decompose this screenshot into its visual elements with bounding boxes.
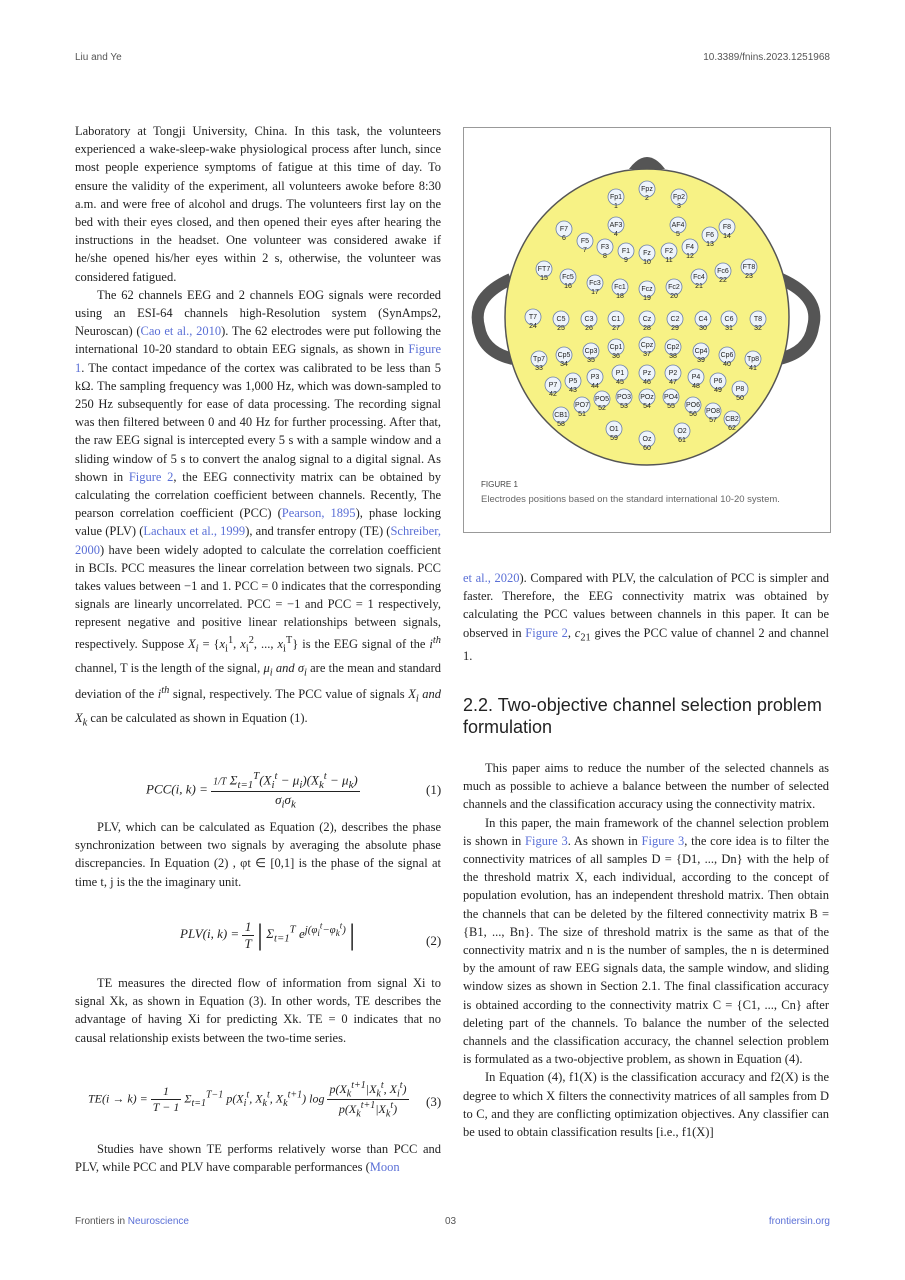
paragraph: The 62 channels EEG and 2 channels EOG signals were recorded using an ESI-64 channels high-Resolution system (SynAmps2, Neuroscan) (Cao et al., 2010). The 62 electrodes were put following the international 10-20 standard to obtain EEG signals, as shown in Figure 1. The contact impedance of the cortex was calibrated to be less than 5 kΩ. The sampling frequency was 1,000 Hz, which was down-sampled to 250 Hz subsequently for ease of data processing. The recording signal was then filtered between 0 and 40 Hz for further processing. After that, the raw EEG signal is intercepted every 5 s with a sample window and a sliding window of 5 s to convert the analog signal to a digital signal. As shown in Figure 2, the EEG connectivity matrix can be obtained by calculating the correlation coefficient between channels. Recently, The pearson correlation coefficient (PCC) (Pearson, 1895), phase locking value (PLV) (Lachaux et al., 1999), and transfer entropy (TE) (Schreiber, 2000) have been widely adopted to calculate the correlation coefficient in BCIs. PCC measures the linear correlation between two signals. PCC takes values between −1 and 1. PCC = 0 indicates that the corresponding signals are linearly uncorrelated. PCC = −1 and PCC = 1 respectively, represent negative and positive linear relationships between signals, respectively. Suppose $X_i = \{x_i^1$, $x_i^2$, ..., $x_i^T$} is the EEG signal of the $i^{th}$ channel, T is the length of the signal, $\mu_i$ and $\sigma_i$ are the mean and standard deviation of the $i^{th}$ signal, respectively. The PCC value of signals $X_i$ and $X_k$ can be calculated as shown in Equation (1). (75, 287, 442, 729)
electrode-number: 61 (678, 437, 686, 444)
electrode-number: 10 (643, 259, 651, 266)
electrode-label: Cp4 (694, 348, 708, 355)
citation-link[interactable]: Lachaux et al., 1999 (143, 524, 246, 539)
electrode-number: 3 (677, 203, 681, 210)
electrode-label: F7 (559, 226, 569, 233)
paragraph: Studies have shown TE performs relatively worse than PCC and PLV, while PCC and PLV have comparable performances (Moon (75, 1142, 441, 1175)
left-column-2 (75, 818, 441, 891)
electrode-number: 16 (564, 283, 572, 290)
electrode-number: 46 (643, 379, 651, 386)
electrode-label: PO8 (705, 408, 721, 415)
electrode-label: Pz (642, 370, 652, 377)
electrode-number: 19 (643, 295, 651, 302)
figure-link[interactable]: Figure 2 (525, 625, 568, 640)
citation-link[interactable]: Cao et al., 2010 (140, 324, 222, 339)
electrode-label: Fc5 (562, 274, 574, 281)
electrode-number: 29 (671, 325, 679, 332)
footer-site-link[interactable]: frontiersin.org (768, 1216, 830, 1227)
figure-caption (481, 478, 811, 506)
nose (629, 157, 665, 169)
electrode-number: 48 (692, 383, 700, 390)
figure-link[interactable]: Figure 1 (75, 342, 441, 375)
electrode-label: Cp3 (584, 348, 598, 355)
footer-journal: Frontiers in Neuroscience (75, 1216, 189, 1227)
paragraph: et al., 2020). Compared with PLV, the calculation of PCC is simpler and faster. Therefore, the EEG connectivity matrix was obtained by calculating the PCC values between channels in this paper. It can be observed in Figure 2, $c_{21}$ gives the PCC value of channel 2 and channel 1. (463, 571, 829, 664)
electrode-label: T7 (528, 314, 538, 321)
electrode-number: 13 (706, 241, 714, 248)
electrode-number: 57 (709, 417, 717, 424)
electrode-number: 60 (643, 445, 651, 452)
electrode-number: 39 (697, 357, 705, 364)
electrode-label: CB2 (725, 416, 739, 423)
electrode-label: C5 (556, 316, 566, 323)
electrode-label: Oz (642, 436, 652, 443)
electrode-number: 59 (610, 435, 618, 442)
citation-link[interactable]: Moon (369, 1160, 400, 1175)
electrode-label: P8 (735, 386, 745, 393)
electrode-number: 40 (723, 361, 731, 368)
electrode-number: 14 (723, 233, 731, 240)
electrode-number: 28 (643, 325, 651, 332)
electrode-number: 32 (754, 325, 762, 332)
left-column (75, 122, 441, 733)
electrode-label: Cp6 (720, 352, 734, 359)
electrode-number: 56 (689, 411, 697, 418)
electrode-label: P4 (691, 374, 701, 381)
electrode-number: 43 (569, 387, 577, 394)
page-number: 03 (445, 1216, 457, 1227)
electrode-label: AF4 (671, 222, 685, 229)
electrode-label: Tp8 (746, 356, 760, 363)
paragraph: PLV, which can be calculated as Equation (2), describes the phase synchronization between two signals by averaging the absolute phase discrepancies. In Equation (2) , φt ∈ [0,1] is the phase of the signal at time t, j is the the imaginary unit. (75, 820, 441, 889)
electrode-label: F6 (705, 232, 715, 239)
electrode-label: C6 (724, 316, 734, 323)
electrode-label: F2 (664, 248, 674, 255)
citation-link[interactable]: Pearson, 1895 (281, 506, 356, 521)
electrode-label: P5 (568, 378, 578, 385)
electrode-label: Cp2 (666, 344, 680, 351)
citation-link[interactable]: et al., 2020 (463, 571, 520, 585)
electrode-label: P2 (668, 370, 678, 377)
electrode-number: 26 (585, 325, 593, 332)
electrode-number: 54 (643, 403, 651, 410)
electrode-number: 20 (670, 293, 678, 300)
electrode-number: 1 (614, 203, 618, 210)
left-column-4 (75, 1140, 441, 1176)
electrode-number: 31 (725, 325, 733, 332)
electrode-label: Fz (643, 250, 651, 257)
paragraph: In Equation (4), f1(X) is the classification accuracy and f2(X) is the degree to which X filters the connectivity matrices of all samples from D to C, and they are conflicting optimization objectives. Any classifier can be used to obtain classification results [i.e., f1(X)] (463, 1070, 829, 1140)
electrode-label: Fpz (641, 186, 653, 193)
electrode-label: PO3 (616, 394, 632, 401)
electrode-map (463, 127, 829, 477)
electrode-label: FT7 (537, 266, 551, 273)
electrode-label: O1 (609, 426, 619, 433)
running-head-authors: Liu and Ye (75, 52, 122, 63)
electrode-number: 22 (719, 277, 727, 284)
electrode-label: P3 (590, 374, 600, 381)
electrode-label: C3 (584, 316, 594, 323)
electrode-number: 42 (549, 391, 557, 398)
electrode-label: Cz (642, 316, 652, 323)
electrode-label: Fc4 (693, 274, 705, 281)
figure-link[interactable]: Figure 3 (525, 833, 568, 848)
electrode-number: 33 (535, 365, 543, 372)
electrode-label: PO4 (663, 394, 679, 401)
equation-number: (1) (426, 782, 442, 797)
citation-link[interactable]: Schreiber, 2000 (75, 524, 441, 557)
equation-te: TE(i → k) = $\frac{1}{T - 1}$ $\Sigma_{t=1}^{T-1}$ $p(X_i^t$, $X_k^t$, $X_k^{t+1}$) log $\frac{p(X_k^{t+1}|X_k^t, X_i^t)}{p(X_k^{t+1}|X_k^t)}$ (88, 1080, 407, 1120)
electrode-label: F5 (580, 238, 590, 245)
figure-caption-text: Electrodes positions based on the standard international 10-20 system. (481, 494, 780, 505)
electrode-number: 30 (699, 325, 707, 332)
section-heading: 2.2. Two-objective channel selection problem formulation (463, 695, 822, 737)
equation-number: (2) (426, 933, 442, 948)
electrode-label: AF3 (609, 222, 623, 229)
electrode-number: 34 (560, 361, 568, 368)
electrode-number: 18 (616, 293, 624, 300)
running-head-doi: 10.3389/fnins.2023.1251968 (703, 52, 830, 63)
electrode-number: 62 (728, 425, 736, 432)
electrode-number: 47 (669, 379, 677, 386)
electrode-number: 9 (624, 257, 628, 264)
electrode-number: 8 (603, 253, 607, 260)
figure-link[interactable]: Figure 2 (128, 469, 174, 484)
electrode-label: Tp7 (532, 356, 546, 363)
electrode-number: 41 (749, 365, 757, 372)
electrode-number: 36 (612, 353, 620, 360)
journal-link[interactable]: Neuroscience (127, 1216, 189, 1227)
electrode-label: FT8 (742, 264, 756, 271)
electrode-number: 27 (612, 325, 620, 332)
right-column (463, 569, 829, 666)
electrode-label: C2 (670, 316, 680, 323)
electrode-label: P6 (713, 378, 723, 385)
equation-pcc: PCC(i, k) = $\frac{1/T \Sigma_{t=1}^T(X_i^t - \mu_i)(X_k^t - \mu_k)}{\sigma_i\sigma_k}$ (146, 770, 358, 811)
electrode-number: 4 (614, 231, 618, 238)
electrode-number: 37 (643, 351, 651, 358)
electrode-label: T8 (753, 316, 763, 323)
figure-label: FIGURE 1 (481, 480, 518, 489)
electrode-label: P1 (615, 370, 625, 377)
electrode-label: PO5 (594, 396, 610, 403)
electrode-label: Fc1 (614, 284, 626, 291)
electrode-label: Fp1 (609, 194, 623, 201)
electrode-label: Fp2 (672, 194, 686, 201)
electrode-label: C4 (698, 316, 708, 323)
electrode-label: Fc3 (589, 280, 601, 287)
electrode-label: Fc6 (717, 268, 729, 275)
electrode-number: 53 (620, 403, 628, 410)
electrode-number: 58 (557, 421, 565, 428)
left-column-3 (75, 974, 441, 1047)
electrode-label: PO7 (574, 402, 590, 409)
electrode-number: 21 (695, 283, 703, 290)
electrode-label: PO6 (685, 402, 701, 409)
electrode-number: 44 (591, 383, 599, 390)
paragraph: Laboratory at Tongji University, China. In this task, the volunteers experienced a wake-sleep-wake physiological process after lunch, since most people experience symptoms of fatigue at this time of day. To ensure the validity of the experiment, all volunteers awoke before 8:30 a.m. and were free of alcohol and drugs. The volunteers first lay on the bed with their eyes closed, and then opened their eyes after hearing the instructions in the headset. One volunteer was considered awake if he/she opened his/her eyes within 2 s, otherwise, the volunteer was considered fatigued. (75, 124, 441, 284)
electrode-number: 23 (745, 273, 753, 280)
paragraph: This paper aims to reduce the number of the selected channels as much as possible to achieve a balance between the number of selected channels and the classification accuracy using the connectivity matrix. (463, 761, 829, 812)
equation-number: (3) (426, 1094, 442, 1109)
electrode-label: Cpz (640, 342, 654, 349)
electrode-number: 7 (583, 247, 587, 254)
paragraph: TE measures the directed flow of information from signal Xi to signal Xk, as shown in Equation (3). In other words, TE describes the advantage of having Xi for predicting Xk. TE = 0 indicates that no causal relationship exists between the two-time series. (75, 976, 441, 1045)
electrode-number: 11 (665, 257, 673, 264)
right-column-2 (463, 759, 829, 1141)
electrode-number: 52 (598, 405, 606, 412)
electrode-number: 55 (667, 403, 675, 410)
electrode-number: 24 (529, 323, 537, 330)
paragraph: In this paper, the main framework of the channel selection problem is shown in Figure 3. As shown in Figure 3, the core idea is to filter the connectivity matrices of all samples D = {D1, ..., Dn} with the help of the threshold matrix X, each individual, according to the concept of population evolution, has an independent threshold matrix. Then obtain the channels that can be deleted by the filtered connectivity matrix B = {B1, ..., Bn}. The size of threshold matrix is the same as that of the connectivity matrix and n is the number of samples, the n is determined by the amount of raw EEG signals data, the sample window, and sliding window sizes as shown in Section 2.1. The final classification accuracy is obtained according to the connectivity matrix C = {C1, ..., Cn} after deleting part of the channels. To balance the number of the selected channels and the classification accuracy, the channel selection problem is formulated as a two-objective problem, as shown in Equation (4). (463, 815, 829, 1067)
electrode-number: 2 (645, 195, 649, 202)
electrode-label: P7 (548, 382, 558, 389)
electrode-label: Fc2 (668, 284, 680, 291)
electrode-label: F4 (685, 244, 695, 251)
electrode-label: CB1 (554, 412, 568, 419)
electrode-label: C1 (611, 316, 621, 323)
electrode-number: 45 (616, 379, 624, 386)
electrode-label: F1 (621, 248, 631, 255)
electrode-number: 15 (540, 275, 548, 282)
electrode-label: Fcz (641, 286, 653, 293)
electrode-label: F3 (600, 244, 610, 251)
electrode-number: 51 (578, 411, 586, 418)
electrode-label: Cp1 (609, 344, 623, 351)
electrode-label: Cp5 (557, 352, 571, 359)
electrode-number: 5 (676, 231, 680, 238)
electrode-number: 12 (686, 253, 694, 260)
electrode-label: F8 (722, 224, 732, 231)
electrode-number: 35 (587, 357, 595, 364)
electrode-number: 49 (714, 387, 722, 394)
electrode-number: 38 (669, 353, 677, 360)
electrode-number: 50 (736, 395, 744, 402)
electrode-label: POz (640, 394, 654, 401)
electrode-number: 25 (557, 325, 565, 332)
electrode-number: 6 (562, 235, 566, 242)
electrode-label: O2 (677, 428, 687, 435)
electrode-number: 17 (591, 289, 599, 296)
figure-link[interactable]: Figure 3 (641, 833, 685, 848)
equation-plv: PLV(i, k) = $\frac{1}{T}$ | $\Sigma_{t=1}^T$ $e^{j(\varphi_i^t-\varphi_k^t)}$ | (180, 918, 356, 951)
